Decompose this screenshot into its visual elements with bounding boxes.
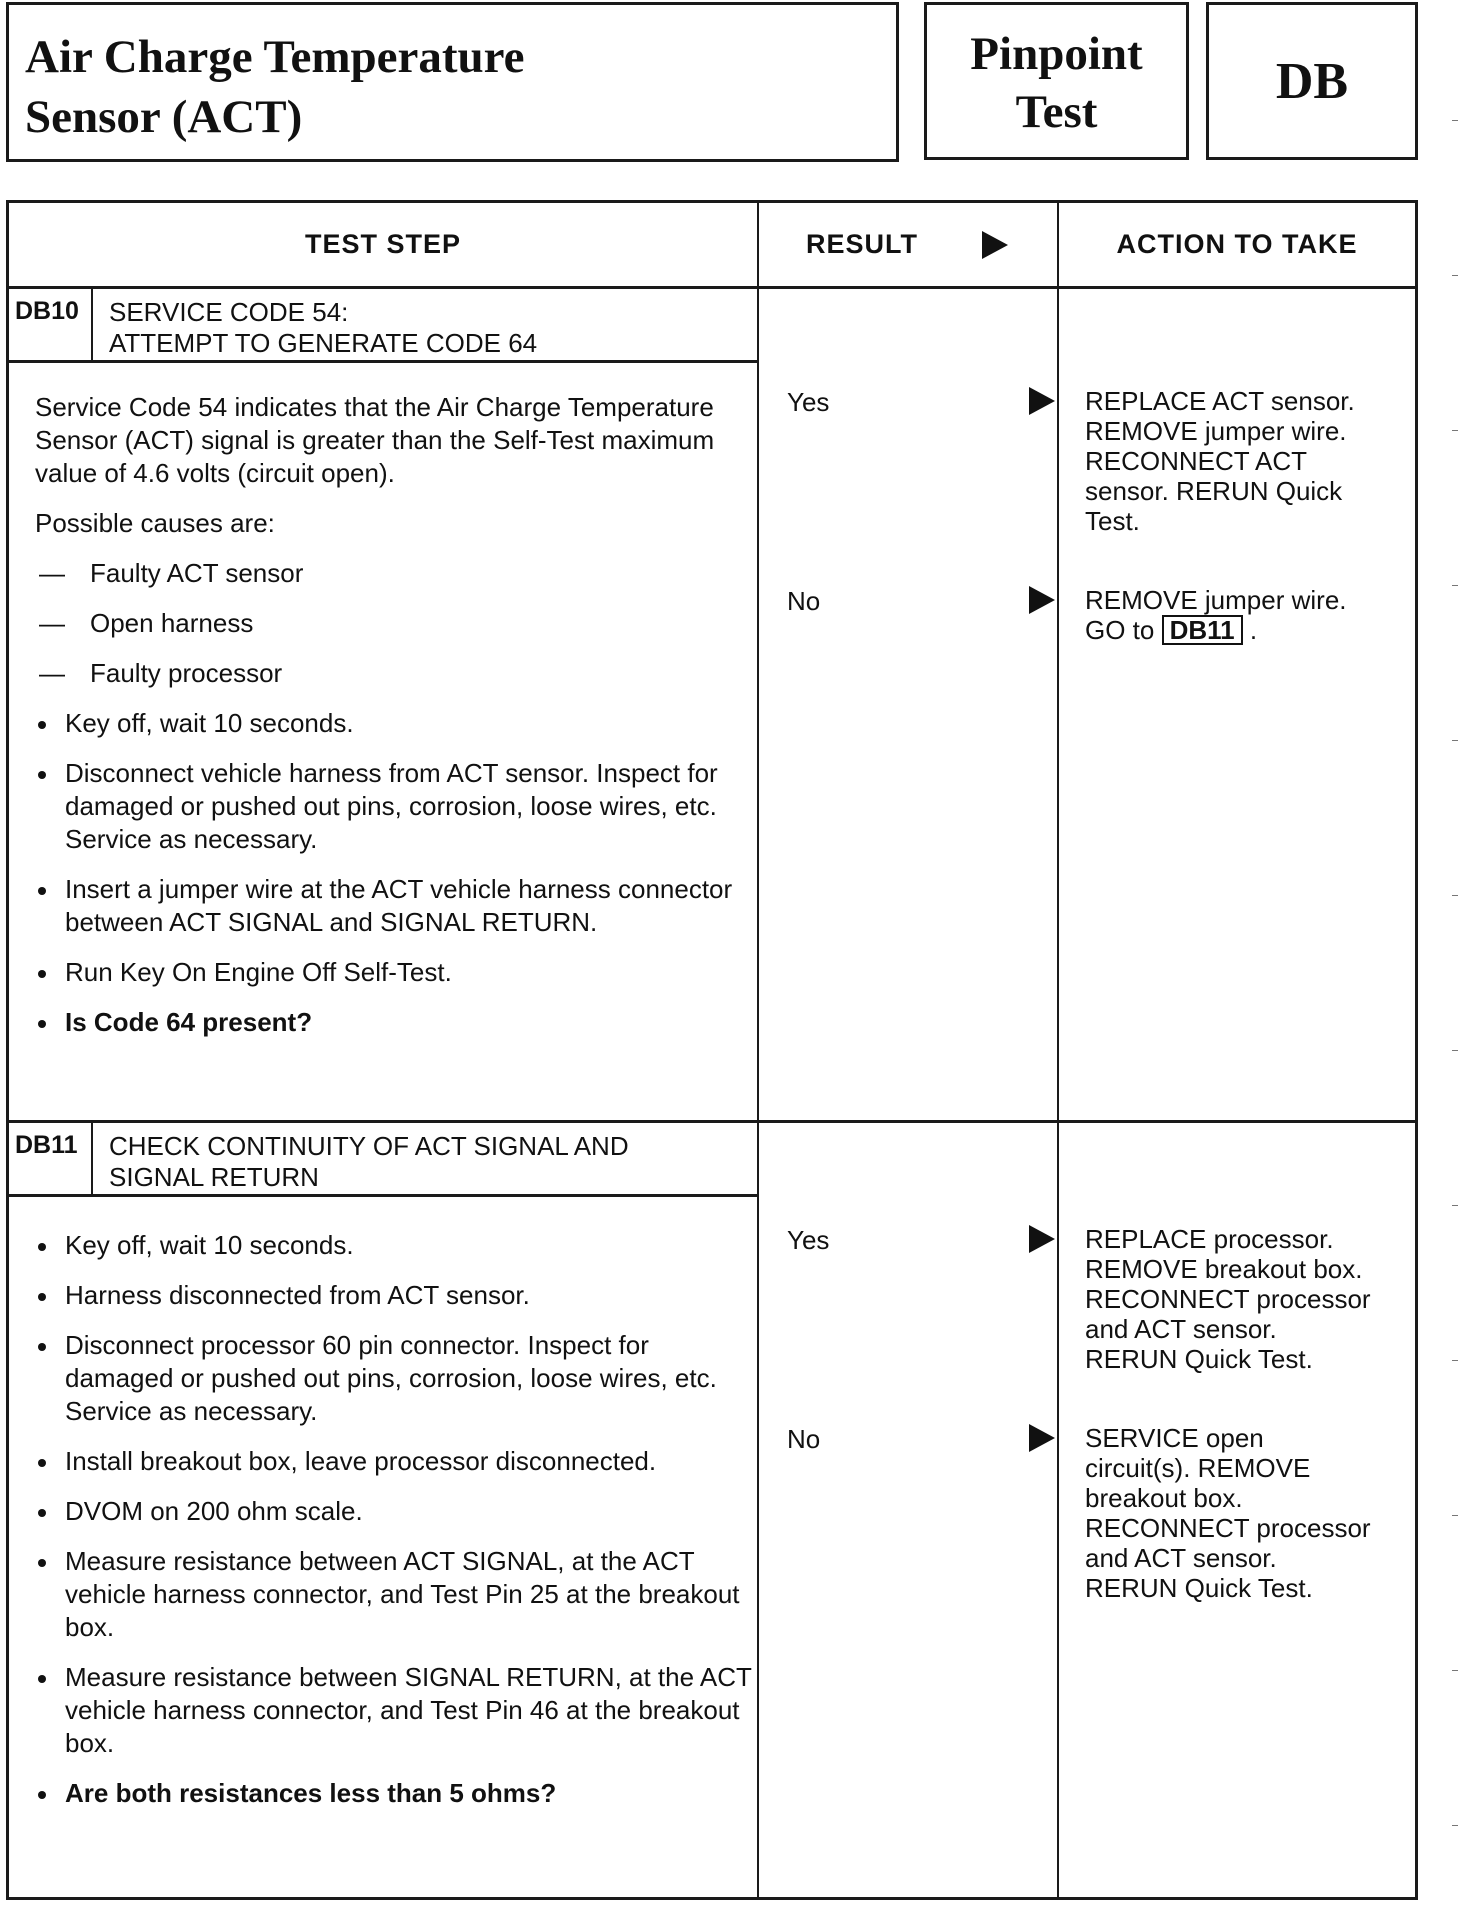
bullet-item [35, 1545, 755, 1644]
bullet-item-question [35, 1777, 755, 1810]
bullet-icon [38, 1559, 46, 1567]
margin-tick [1452, 430, 1458, 431]
arrow-right-icon [1029, 1424, 1055, 1457]
bullet-text: Disconnect vehicle harness from ACT sensor. Inspect for damaged or pushed out pins, corrosion, loose wires, etc. Service as necessary. [65, 758, 718, 854]
bullet-text: Measure resistance between ACT SIGNAL, at the ACT vehicle harness connector, and Test Pin 25 at the breakout box. [65, 1546, 740, 1642]
margin-tick [1452, 1670, 1458, 1671]
result-no: No [787, 1424, 821, 1454]
margin-tick [1452, 1050, 1458, 1051]
list-item [35, 557, 755, 590]
list-item-text: Open harness [90, 608, 254, 638]
bullet-text: Key off, wait 10 seconds. [65, 708, 354, 738]
column-header-action-label: ACTION TO TAKE [1116, 229, 1358, 259]
list-item-text: Faulty processor [90, 658, 283, 688]
step-title: SERVICE CODE 54: ATTEMPT TO GENERATE CODE 64 [109, 297, 538, 358]
step-title: CHECK CONTINUITY OF ACT SIGNAL AND SIGNAL RETURN [109, 1131, 629, 1192]
bullet-icon [38, 1791, 46, 1799]
step-reference-db11[interactable]: DB11 [1162, 615, 1243, 645]
pinpoint-test-table [6, 200, 1418, 1900]
result-yes: Yes [787, 1225, 830, 1255]
bullet-icon [38, 1675, 46, 1683]
title-line-1: Air Charge Temperature [25, 31, 525, 83]
arrow-right-icon [1029, 586, 1055, 619]
list-item [35, 607, 755, 640]
bullet-text: Are both resistances less than 5 ohms? [65, 1778, 557, 1808]
bullet-item-question [35, 1006, 755, 1039]
title-line-2: Sensor (ACT) [25, 91, 303, 143]
step-id: DB10 [9, 289, 93, 360]
column-header-action [1059, 203, 1415, 286]
dash-icon: — [39, 558, 65, 588]
action-no [1085, 585, 1415, 645]
column-header-test-step [9, 203, 757, 286]
action-no: SERVICE open circuit(s). REMOVE breakout box. RECONNECT processor and ACT sensor. RERUN Quick Test. [1085, 1423, 1371, 1603]
step-header-db10 [9, 289, 757, 363]
margin-tick [1452, 1360, 1458, 1361]
list-item [35, 657, 755, 690]
action-yes: REPLACE ACT sensor. REMOVE jumper wire. RECONNECT ACT sensor. RERUN Quick Test. [1085, 386, 1355, 536]
bullet-icon [38, 1020, 46, 1028]
bullet-text: Insert a jumper wire at the ACT vehicle harness connector between ACT SIGNAL and SIGNAL RETURN. [65, 874, 733, 937]
bullet-item [35, 956, 755, 989]
bullet-icon [38, 721, 46, 729]
bullet-text: Key off, wait 10 seconds. [65, 1230, 354, 1260]
test-label: Test [1015, 86, 1098, 138]
margin-tick [1452, 1515, 1458, 1516]
dash-icon: — [39, 608, 65, 638]
bullet-item [35, 1445, 755, 1478]
arrow-right-icon [1029, 387, 1055, 420]
bullet-item [35, 1279, 755, 1312]
margin-tick [1452, 895, 1458, 896]
bullet-text: Measure resistance between SIGNAL RETURN, at the ACT vehicle harness connector, and Test Pin 46 at the breakout box. [65, 1662, 752, 1758]
action-text: REMOVE jumper wire. GO to [1085, 585, 1347, 645]
bullet-item [35, 707, 755, 740]
bullet-icon [38, 887, 46, 895]
bullet-icon [38, 1509, 46, 1517]
bullet-icon [38, 970, 46, 978]
column-header-test-step-label: TEST STEP [304, 229, 462, 259]
margin-tick [1452, 585, 1458, 586]
column-header-result [759, 203, 1055, 286]
step-header-db11 [9, 1123, 757, 1197]
margin-tick [1452, 740, 1458, 741]
title-box [6, 2, 899, 162]
list-item-text: Faulty ACT sensor [90, 558, 304, 588]
bullet-icon [38, 1243, 46, 1251]
bullet-item [35, 1229, 755, 1262]
result-yes: Yes [787, 387, 830, 417]
pinpoint-label: Pinpoint [970, 28, 1143, 80]
step-body-db11 [35, 1229, 755, 1827]
margin-tick [1452, 120, 1458, 121]
bullet-text: Run Key On Engine Off Self-Test. [65, 957, 452, 987]
bullet-icon [38, 1293, 46, 1301]
result-no: No [787, 586, 821, 616]
margin-tick [1452, 275, 1458, 276]
bullet-icon [38, 771, 46, 779]
bullet-text: Is Code 64 present? [65, 1007, 313, 1037]
step-id: DB11 [9, 1123, 93, 1194]
bullet-text: Harness disconnected from ACT sensor. [65, 1280, 530, 1310]
action-text-suffix: . [1242, 615, 1258, 645]
bullet-item [35, 873, 755, 939]
margin-tick [1452, 1205, 1458, 1206]
bullet-text: Disconnect processor 60 pin connector. Inspect for damaged or pushed out pins, corrosion, loose wires, etc. Service as necessary. [65, 1330, 717, 1426]
paragraph: Possible causes are: [35, 508, 275, 538]
bullet-item [35, 1495, 755, 1528]
test-code: DB [1275, 52, 1349, 110]
action-yes: REPLACE processor. REMOVE breakout box. RECONNECT processor and ACT sensor. RERUN Quick Test. [1085, 1224, 1371, 1374]
bullet-text: Install breakout box, leave processor disconnected. [65, 1446, 657, 1476]
margin-tick [1452, 1825, 1458, 1826]
bullet-icon [38, 1459, 46, 1467]
bullet-item [35, 1329, 755, 1428]
pinpoint-test-box [924, 2, 1189, 160]
bullet-icon [38, 1343, 46, 1351]
arrow-right-icon [1029, 1225, 1055, 1258]
test-code-box [1206, 2, 1418, 160]
step-body-db10 [35, 391, 755, 1056]
paragraph: Service Code 54 indicates that the Air Charge Temperature Sensor (ACT) signal is greater than the Self-Test maximum value of 4.6 volts (circuit open). [35, 392, 715, 488]
dash-icon: — [39, 658, 65, 688]
bullet-text: DVOM on 200 ohm scale. [65, 1496, 363, 1526]
bullet-item [35, 1661, 755, 1760]
column-divider-action [1057, 203, 1059, 1897]
column-header-result-label: RESULT [806, 229, 918, 259]
bullet-item [35, 757, 755, 856]
column-divider-result [757, 203, 759, 1897]
arrow-right-icon [982, 231, 1008, 259]
